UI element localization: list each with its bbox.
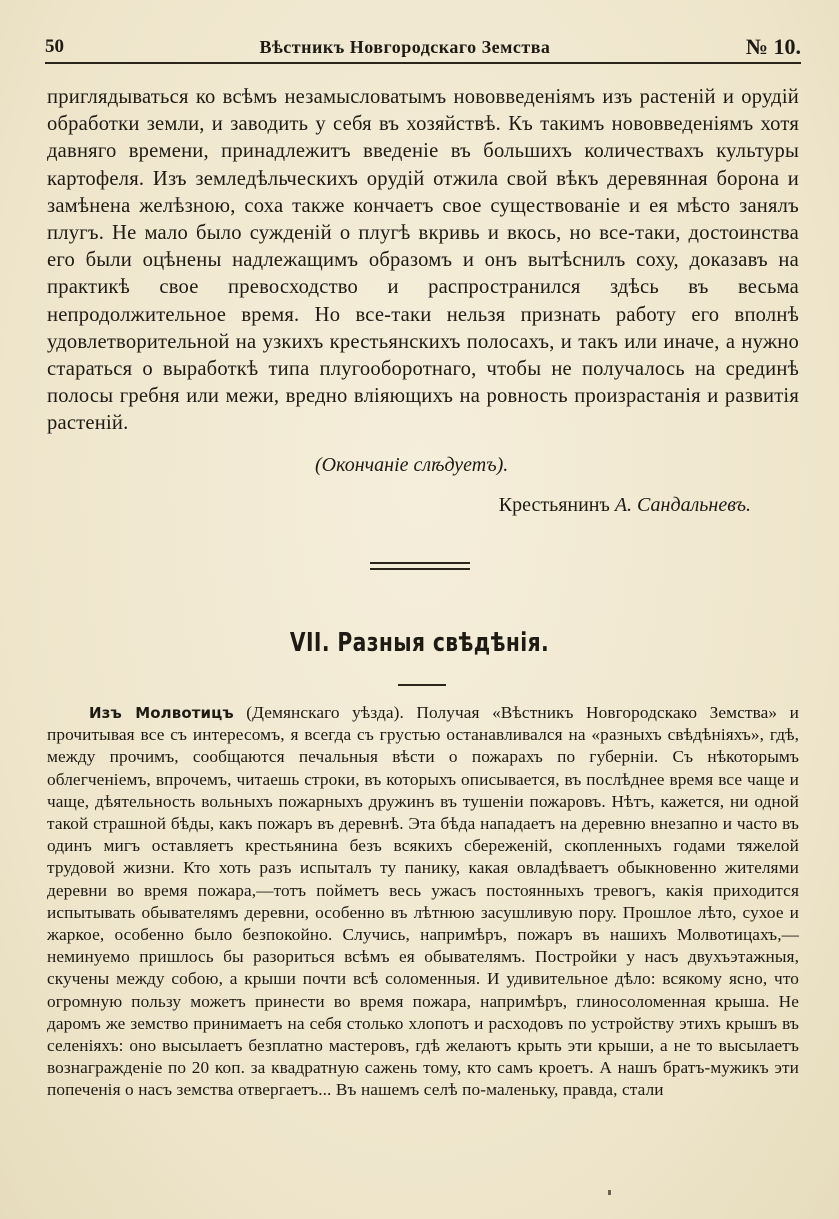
signature-prefix: Крестьянинъ: [498, 494, 610, 516]
article-end-paragraph: приглядываться ко всѣмъ незамысловатымъ нововведеніямъ изъ растеній и орудій обработки земли, и заводить у себя въ хозяйствѣ. Къ такимъ нововведеніямъ хотя давняго времени, принадлежитъ введеніе въ большихъ количествахъ культуры картофеля. Изъ земледѣльческихъ орудій отжила свой вѣкъ деревянная борона и замѣнена желѣзною, соха также кончаетъ свое существованіе и ея мѣсто занялъ плугъ. Не мало было сужденій о плугѣ вкривь и вкось, но все-таки, достоинства его были оцѣнены надлежащимъ образомъ и онъ вытѣснилъ соху, доказавъ на практикѣ свое превосходство и распространился здѣсь въ весьма непродолжительное время. Но все-таки нельзя признать работу его вполнѣ удовлетворительной на узкихъ крестьянскихъ полосахъ, и такъ или иначе, а нужно стараться о выработкѣ типа плугооборотнаго, чтобы не получалось на срединѣ полосы гребня или межи, вредно вліяющихъ на ровность произрастанія и развитія растеній.: [47, 86, 799, 435]
section-title: VII. Разныя свѣдѣнія.: [289, 628, 550, 658]
section-divider: [370, 562, 470, 570]
issue-number: № 10.: [745, 34, 801, 59]
title-underline: [398, 684, 446, 686]
news-paragraph: [47, 702, 799, 1102]
news-text: (Демянскаго уѣзда). Получая «Вѣстникъ Новгородскако Земства» и прочитывая все съ интересомъ, я всегда съ грустью останавливался на «разныхъ свѣдѣніяхъ», гдѣ, между прочимъ, сообщаются печальныя вѣсти о пожарахъ по губерніи. Съ нѣкоторымъ облегченіемъ, впрочемъ, читаешь строки, въ которыхъ описывается, въ послѣднее время все чаще и чаще, дѣятельность вольныхъ пожарныхъ дружинъ въ тушеніи пожаровъ. Нѣтъ, кажется, ни одной такой страшной бѣды, какъ пожаръ въ деревнѣ. Эта бѣда нападаетъ на деревню внезапно и часто въ одинъ мигъ оставляетъ крестьянина безъ всякихъ сбереженій, скопленныхъ годами тяжелой трудовой жизни. Кто хоть разъ испыталъ ту панику, какая овладѣваетъ обыкновенно жителями деревни во время пожара,—тотъ пойметъ весь ужасъ постоянныхъ тревогъ, какія приходится испытывать обывателямъ деревни, особенно въ лѣтнюю засушливую пору. Прошлое лѣто, сухое и жаркое, особенно было безпокойно. Случись, напримѣръ, пожаръ въ нашихъ Молвотицахъ,—неминуемо пришлось бы разориться всѣмъ ея обывателямъ. Постройки у насъ двухъэтажныя, скучены между собою, а крыши почти всѣ соломенныя. И удивительное дѣло: всякому ясно, что огромную пользу можетъ принести во время пожара, напримѣръ, глиносоломенная крыша. Не даромъ же земство принимаетъ на себя столько хлопотъ и расходовъ по устройству этихъ крышъ въ селеніяхъ: оно высылаетъ безплатно мастеровъ, гдѣ желаютъ крыть эти крыши, а не то высылаетъ вознагражденіе по 20 коп. за квадратную сажень тому, кто самъ кроетъ. А нашъ братъ-мужикъ эти попеченія о насъ земства отвергаетъ... Въ нашемъ селѣ по-маленьку, правда, стали: [47, 703, 799, 1100]
news-lead: Изъ Молвотицъ: [89, 704, 234, 722]
author-signature: [499, 494, 751, 517]
page-number: 50: [45, 36, 64, 57]
paper-speck: [608, 1190, 611, 1195]
to-be-continued-note: (Окончаніе слѣдуетъ).: [315, 454, 509, 476]
page-header: [45, 28, 801, 64]
running-title: Вѣстникъ Новгородскаго Земства: [259, 37, 551, 57]
signature-name: А. Сандальневъ.: [614, 494, 751, 516]
